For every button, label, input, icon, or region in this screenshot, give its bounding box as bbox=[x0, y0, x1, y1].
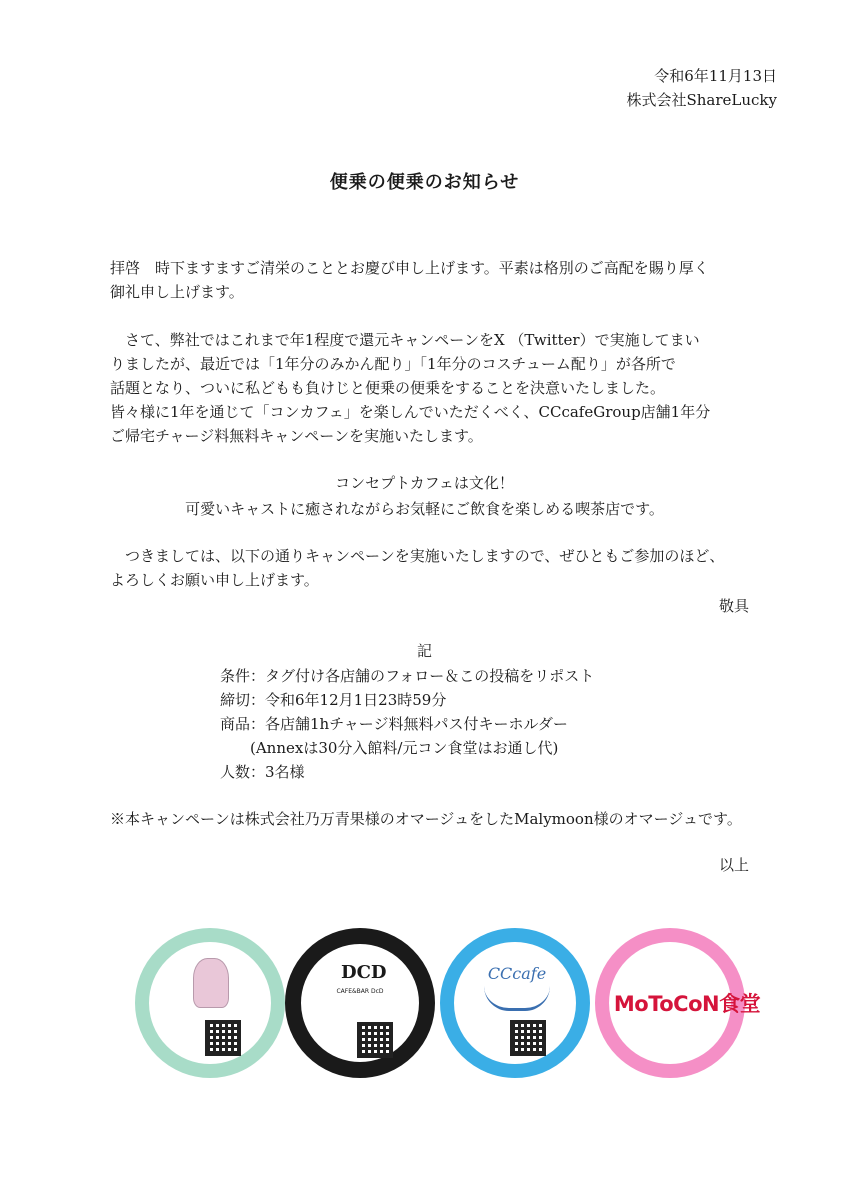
maid-illustration-icon bbox=[193, 958, 229, 1008]
qr-code-icon bbox=[357, 1022, 393, 1058]
motocon-logo bbox=[595, 928, 761, 1078]
motocon-logotype: MoToCoN食堂 bbox=[613, 992, 761, 1016]
tagline-line2: 可愛いキャストに癒されながらお気軽にご飲食を楽しめる喫茶店です。 bbox=[185, 500, 664, 518]
body-paragraph: さて、弊社ではこれまで年1程度で還元キャンペーンをX （Twitter）で実施してまい りましたが、最近では「1年分のみかん配り」「1年分のコスチューム配り」が各所で 話題となり、ついに私どもも負けじと便乗の便乗をすることを決意いたしました。 皆々様に1年を通じて「コンカフェ」を楽しんでいただくべく、CCcafeGroup店舗1年分 ご帰宅チャージ料無料キャンペーンを実施いたします。 bbox=[110, 331, 711, 445]
dcd-logo bbox=[285, 928, 435, 1078]
dcd-subtitle: CAFE&BAR DcD bbox=[336, 988, 384, 995]
dcd-mark: DCD bbox=[341, 962, 387, 983]
qr-code-icon bbox=[510, 1020, 546, 1056]
term-prize-note: (Annexは30分入館料/元コン食堂はお通し代) bbox=[220, 739, 559, 757]
term-deadline: 締切：令和6年12月1日23時59分 bbox=[220, 691, 447, 709]
campaign-terms bbox=[220, 664, 594, 784]
greeting-paragraph: 拝啓 時下ますますご清栄のこととお慶び申し上げます。平素は格別のご高配を賜り厚く 御礼申し上げます。 bbox=[110, 259, 709, 301]
tagline-line1: コンセプトカフェは文化！ bbox=[335, 474, 514, 492]
term-winners: 人数：3名様 bbox=[220, 763, 305, 781]
company-name: 株式会社ShareLucky bbox=[626, 91, 777, 109]
issue-date: 令和6年11月13日 bbox=[654, 67, 777, 85]
qr-code-icon bbox=[205, 1020, 241, 1056]
date-block bbox=[626, 64, 777, 112]
ki-heading: 記 bbox=[416, 642, 432, 660]
closing-paragraph: つきましては、以下の通りキャンペーンを実施いたしますので、ぜひともご参加のほど、 よろしくお願い申し上げます。 bbox=[110, 547, 725, 589]
keigu: 敬具 bbox=[718, 597, 749, 615]
ijo: 以上 bbox=[718, 856, 749, 874]
page-title: 便乗の便乗のお知らせ bbox=[329, 172, 520, 193]
term-prize: 商品：各店舗1hチャージ料無料パス付キーホルダー bbox=[220, 715, 568, 733]
open-book-icon bbox=[484, 986, 550, 1011]
homage-note: ※本キャンペーンは株式会社乃万青果様のオマージュをしたMalymoon様のオマージュです。 bbox=[110, 810, 742, 828]
term-condition: 条件：タグ付け各店舗のフォロー＆この投稿をリポスト bbox=[220, 667, 595, 685]
annex-logo bbox=[440, 928, 590, 1078]
cccafe-annex-mark: CCcafe bbox=[487, 964, 547, 983]
cccafe-logo bbox=[135, 928, 285, 1078]
